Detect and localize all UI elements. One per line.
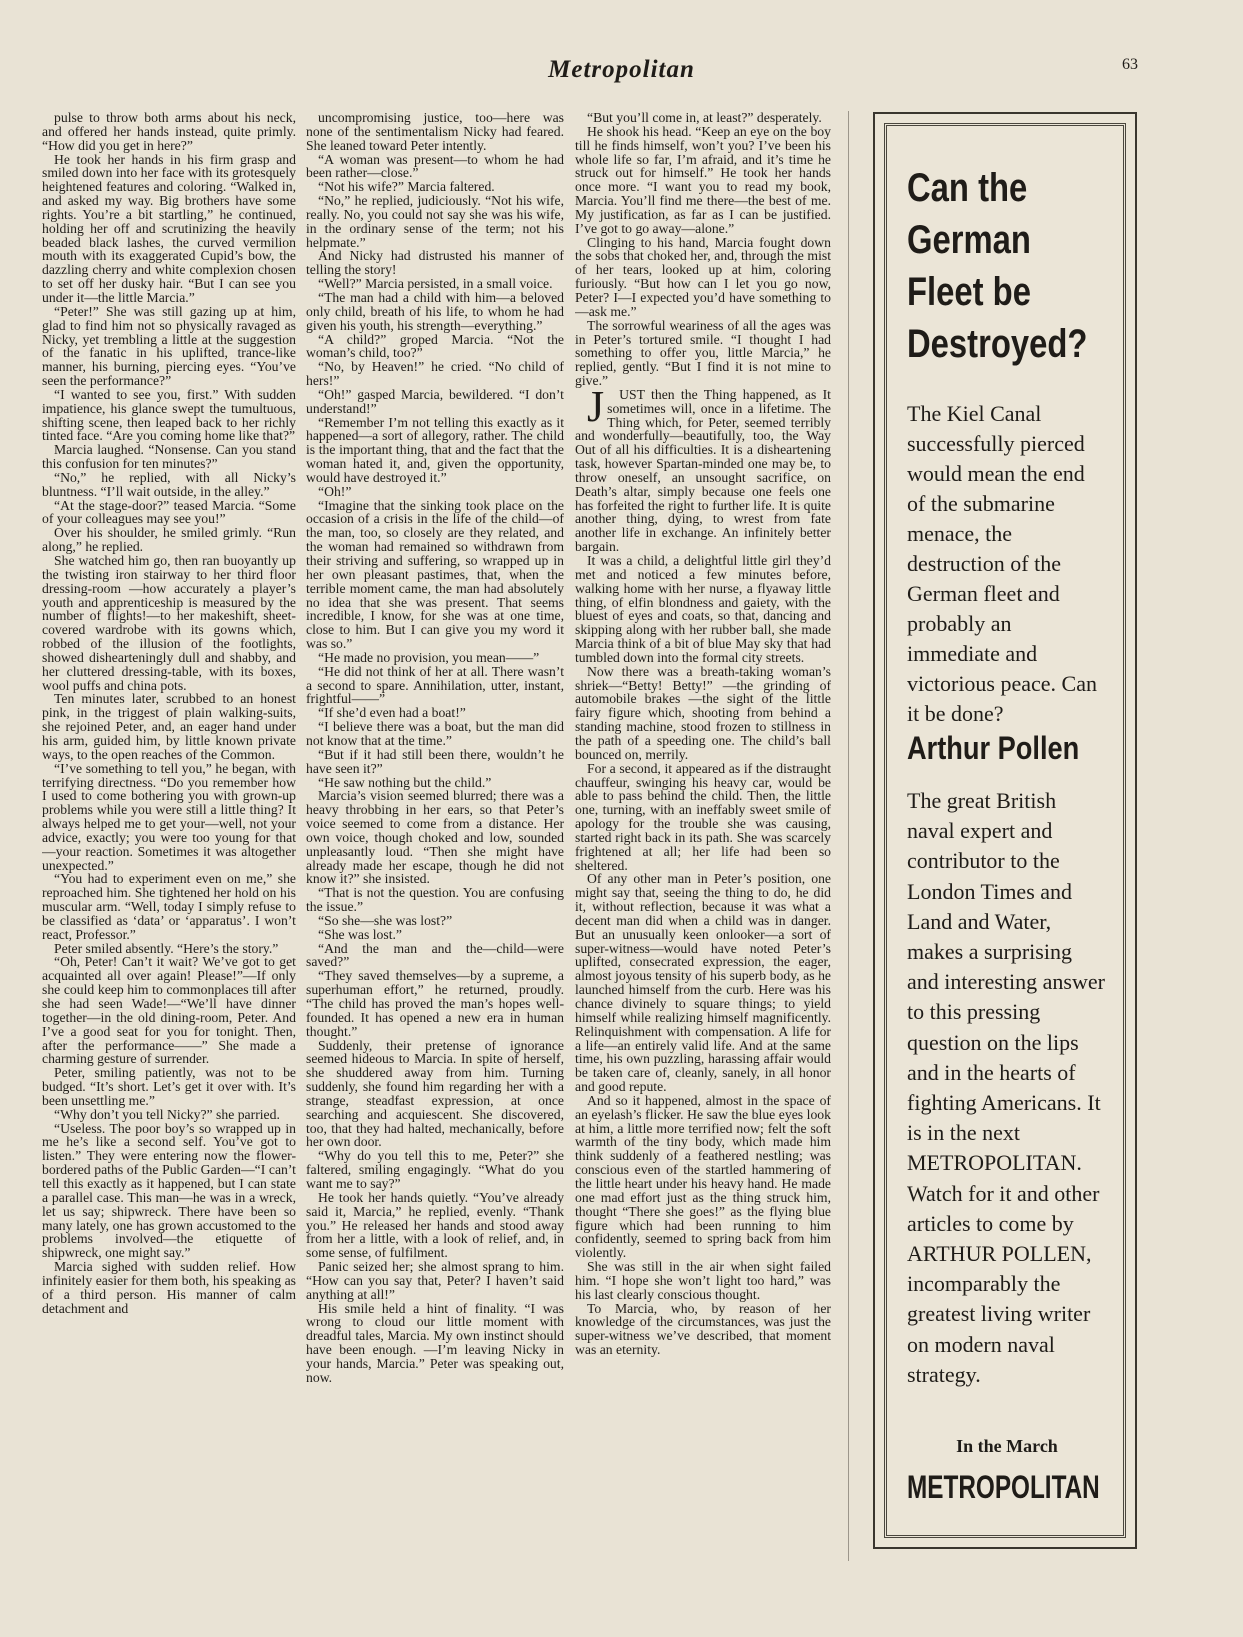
paragraph: Clinging to his hand, Marcia fought down the sobs that choked her, and, through the mist of her tears, looked up at him, coloring furiously. “But how can I let you go now, Peter? I—I expected you’d have something to—ask me.” <box>575 234 831 319</box>
paragraph: He took her hands in his firm grasp and smiled down into her face with its grotesquely heightened features and coloring. “Walked in, and asked my way. Big brothers have some rights. You’re a bit startling,” he continued, holding her off and scrutinizing the heavily beaded black lashes, the curved vermilion mouth with its exaggerated Cupid’s bow, the dazzling cherry and white complexion chosen to set off her dusky hair. “But I can see you under it—the little Marcia.” <box>42 151 296 305</box>
paragraph: “You had to experiment even on me,” she reproached him. She tightened her hold on his muscular arm. “Well, today I simply refuse to be classified as ‘data’ or ‘apparatus’. I won’t react, Professor.” <box>42 871 296 942</box>
paragraph: Panic seized her; she almost sprang to him. “How can you say that, Peter? I haven’t said anything at all!” <box>306 1259 564 1302</box>
paragraph: It was a child, a delightful little girl they’d met and noticed a few minutes before, walking home with her nurse, a flyaway little thing, of elfin blondness and gaiety, with the bluest of eyes and coats, so that, dancing and skipping along with her rubber ball, she made Marcia think of a bit of blue May sky that had tumbled down into the formal city streets. <box>575 553 831 665</box>
paragraph: His smile held a hint of finality. “I was wrong to cloud our little moment with dreadful tales, Marcia. My own instinct should have been enough. —I’m leaving Nicky in your hands, Marcia.” Peter was speaking out, now. <box>306 1300 564 1385</box>
paragraph: “Useless. The poor boy’s so wrapped up in me he’s like a second self. You’ve got to listen.” They were entering now the flower-bordered paths of the Public Garden—“I can’t tell this exactly as it happened, but I can state a parallel case. This man—he was in a wreck, let us say; shipwreck. There have been so many lately, one has grown accustomed to the problems involved—the etiquette of shipwreck, one might say.” <box>42 1120 296 1261</box>
paragraph: Now there was a breath-taking woman’s shriek—“Betty! Betty!” —the grinding of automobile brakes —the sight of the little fairy figure which, shooting from behind a standing machine, stood frozen to stillness in the path of a speeding one. The child’s ball bounced on, merrily. <box>575 663 831 762</box>
paragraph: pulse to throw both arms about his neck, and offered her hands instead, quite primly. “How did you get in here?” <box>42 111 296 153</box>
paragraph: “No,” he replied, judiciously. “Not his wife, really. No, you could not say she was his wife, in the ordinary sense of the term; not his helpmate.” <box>306 193 564 250</box>
article-column-2 <box>306 111 564 1561</box>
paragraph: “And the man and the—child—were saved?” <box>306 940 564 970</box>
paragraph: Peter, smiling patiently, was not to be budged. “It’s short. Let’s get it over with. It’s been unsettling me.” <box>42 1065 296 1108</box>
paragraph: “I wanted to see you, first.” With sudden impatience, his glance swept the tumultuous, shifting scene, then leaped back to her richly tinted face. “Are you coming home like that?” <box>42 386 296 444</box>
paragraph: To Marcia, who, by reason of her knowledge of the circumstances, was just the super-witness we’ve described, that moment was an eternity. <box>575 1300 831 1358</box>
paragraph: “Oh, Peter! Can’t it wait? We’ve got to get acquainted all over again! Please!”—If only she could keep him to commonplaces till after she had seen Wade!—“We’ll have dinner together—in the old dining-room, Peter. And I’ve a good seat for you for tonight. Then, after the performance——” She made a charming gesture of surrender. <box>42 954 296 1067</box>
page-number: 63 <box>1122 56 1138 73</box>
masthead: Metropolitan <box>548 56 695 83</box>
paragraph: uncompromising justice, too—here was none of the sentimentalism Nicky had feared. She leaned toward Peter intently. <box>306 111 564 153</box>
paragraph: “So she—she was lost?” <box>318 912 453 928</box>
ad-headline: Can the German Fleet be Destroyed? <box>907 166 1088 366</box>
paragraph: “But you’ll come in, at least?” desperately. <box>587 111 822 125</box>
paragraph: “Why do you tell this to me, Peter?” she faltered, smiling engagingly. “What do you want me to say?” <box>306 1148 564 1191</box>
paragraph: She watched him go, then ran buoyantly up the twisting iron stairway to her third floor dressing-room —how accurately a player’s youth and apprenticeship is measured by the number of flights!—to her makeshift, sheet-covered wardrobe with its gowns which, robbed of the illusion of the footlights, showed dishearteningly dull and shabby, and her cluttered dressing-table, with its boxes, wool puffs and china pots. <box>42 553 296 693</box>
paragraph: “At the stage-door?” teased Marcia. “Some of your colleagues may see you!” <box>42 497 296 527</box>
paragraph: “I’ve something to tell you,” he began, with terrifying directness. “Do you remember how I used to come bothering you with grown-up problems while you were still a little thing? It always helped me to get your—well, not your advice, exactly; you were too young for that—your reaction. Sometimes it was altogether unexpected.” <box>42 760 296 873</box>
paragraph: He took her hands quietly. “You’ve already said it, Marcia,” he replied, evenly. “Thank you.” He released her hands and stood away from her a little, with a look of relief, and, in some sense, of fulfilment. <box>306 1189 564 1261</box>
paragraph: “Not his wife?” Marcia faltered. <box>318 179 495 195</box>
article-column-1 <box>42 111 296 1561</box>
paragraph: Of any other man in Peter’s position, one might say that, seeing the thing to do, he did it, without reflection, because it was what a decent man did when a child was in danger. But an unusually keen onlooker—a sort of super-witness—would have noted Peter’s uplifted, consecrated expression, the eager, almost joyous tensity of his superb body, as he launched himself from the curb. Here was his chance divinely to square things; to yield himself while realizing himself magnificently. Relinquishment with compensation. A life for a life—an entirely valid life. And at the same time, his own puzzling, harassing affair would be taken care of, cleanly, sanely, in all honor and good repute. <box>575 871 831 1095</box>
paragraph: “He made no provision, you mean——” <box>318 649 540 665</box>
paragraph: “They saved themselves—by a supreme, a superhuman effort,” he returned, proudly. “The child has proved the man’s hopes well-founded. It has opened a new era in human thought.” <box>306 968 564 1039</box>
paragraph: Marcia sighed with sudden relief. How infinitely easier for them both, his speaking as of a third person. His manner of calm detachment and <box>42 1259 296 1316</box>
paragraph: “No,” he replied, with all Nicky’s bluntness. “I’ll wait outside, in the alley.” <box>42 469 296 499</box>
paragraph: “That is not the question. You are confusing the issue.” <box>306 885 564 915</box>
paragraph: “Oh!” gasped Marcia, bewildered. “I don’t understand!” <box>306 386 564 416</box>
paragraph: He shook his head. “Keep an eye on the boy till he finds himself, won’t you? I’ve been his whole life so far, I’m afraid, and it’s time he struck out for himself.” He took her hands once more. “I want you to read my book, Marcia. You’ll find me there—the best of me. My justification, as far as I can be justified. I’ve got to go away—alone.” <box>575 123 831 236</box>
paragraph: “I believe there was a boat, but the man did not know that at the time.” <box>306 719 564 748</box>
paragraph: “A woman was present—to whom he had been rather—close.” <box>306 151 564 181</box>
paragraph: Marcia’s vision seemed blurred; there was a heavy throbbing in her ears, so that Peter’s voice seemed to come from a distance. Her own voice, though choked and low, sounded unpleasantly loud. “Then she might have already made her escape, though he did not know it?” she insisted. <box>306 788 564 887</box>
paragraph: For a second, it appeared as if the distraught chauffeur, swinging his heavy car, would be able to pass behind the child. Then, the little one, turning, with an ineffably sweet smile of apology for the trouble she was causing, started right back in its path. She was scarcely frightened at all; her life had been so sheltered. <box>575 760 831 873</box>
paragraph: Suddenly, their pretense of ignorance seemed hideous to Marcia. In spite of herself, she shuddered away from him. Turning suddenly, she found him regarding her with a strange, steadfast expression, at once searching and acquiescent. She discovered, too, that they had halted, mechanically, before her own door. <box>306 1037 564 1150</box>
paragraph: “But if it had still been there, wouldn’t he have seen it?” <box>306 746 564 776</box>
paragraph: “He did not think of her at all. There wasn’t a second to spare. Annihilation, utter, instant, frightful——” <box>306 663 564 707</box>
paragraph: “Remember I’m not telling this exactly as it happened—a sort of allegory, rather. The child is the important thing, that and the fact that the woman hated it, and, given the opportunity, would have destroyed it.” <box>306 414 564 485</box>
ad-author-name: Arthur Pollen <box>907 730 1080 766</box>
paragraph: And Nicky had distrusted his manner of telling the story! <box>306 248 564 278</box>
ad-issue-line: In the March <box>956 1436 1058 1456</box>
paragraph: JUST then the Thing happened, as It sometimes will, once in a lifetime. The Thing which, for Peter, seemed terribly and wonderfully—beautifully, too, the Way Out of all his difficulties. It is a disheartening task, however Spartan-minded one may be, to throw oneself, an unsought sacrifice, on Death’s altar, simply because one feels one has forfeited the right to further life. It is quite another thing, dying, to wrest from fate another life in exchange. An infinitely better bargain. <box>575 381 831 555</box>
paragraph: “A child?” groped Marcia. “Not the woman’s child, too?” <box>306 331 564 361</box>
paragraph: “If she’d even had a boat!” <box>318 705 466 721</box>
paragraph: “Peter!” She was still gazing up at him, glad to find him not so physically ravaged as Nicky, yet trembling a little at the suggestion of the fanatic in his uplifted, trance-like manner, his burning, piercing eyes. “You’ve seen the performance?” <box>42 303 296 389</box>
paragraph: Ten minutes later, scrubbed to an honest pink, in the triggest of plain walking-suits, she rejoined Peter, and, an eager hand under his arm, guided him, by little known private ways, to the open reaches of the Common. <box>42 691 296 762</box>
paragraph: “Imagine that the sinking took place on the occasion of a crisis in the life of the child—of the man, too, so closely are they related, and the woman had remained so withdrawn from their striving and suffering, so wrapped up in her own pleasant pastimes, that, when the terrible moment came, the man had absolutely no idea that she was present. That seems incredible, I know, for she was at one time, close to him. But I can give you my word it was so.” <box>306 497 564 652</box>
paragraph: Peter smiled absently. “Here’s the story.” <box>54 940 279 956</box>
ad-magazine-name: METROPOLITAN <box>907 1469 1100 1505</box>
paragraph: And so it happened, almost in the space of an eyelash’s flicker. He saw the blue eyes look at him, a little more terrified now; felt the soft warmth of the tiny body, which made him think suddenly of a feathered nestling; was conscious even of the startled hammering of the little heart under his heavy hand. He made one mad effort just as the thing struck him, thought “There she goes!” as the flying blue figure which had been running to him confidently, seemed to spring back from him violently. <box>575 1092 831 1261</box>
advertisement-box <box>873 112 1137 1549</box>
paragraph: “No, by Heaven!” he cried. “No child of hers!” <box>306 359 564 389</box>
paragraph: She was still in the air when sight failed him. “I hope she won’t light too hard,” was his last clearly conscious thought. <box>575 1259 831 1302</box>
paragraph: “She was lost.” <box>318 926 403 942</box>
paragraph: Marcia laughed. “Nonsense. Can you stand this confusion for ten minutes?” <box>42 442 296 472</box>
paragraph: “Why don’t you tell Nicky?” she parried. <box>54 1106 280 1122</box>
ad-author-description: The great British naval expert and contributor to the London Times and Land and Water, makes a surprising and interesting answer to this pressing question on the lips and in the hearts of fighting Americans. It is in the next METROPOLITAN. Watch for it and other articles to come by ARTHUR POLLEN, incomparably the greatest living writer on modern naval strategy. <box>907 788 1105 1387</box>
article-column-3 <box>575 111 831 1561</box>
column-divider <box>848 111 849 1561</box>
paragraph: “Oh!” <box>318 483 352 499</box>
paragraph: Over his shoulder, he smiled grimly. “Run along,” he replied. <box>42 525 296 555</box>
paragraph: “Well?” Marcia persisted, in a small voice. <box>318 276 553 292</box>
paragraph: The sorrowful weariness of all the ages was in Peter’s tortured smile. “I thought I had something to offer you, little Marcia,” he replied, gently. “But I find it is not mine to give.” <box>575 317 831 389</box>
ad-body-text: The Kiel Canal successfully pierced would mean the end of the submarine menace, the destruction of the German fleet and probably an immediate and victorious peace. Can it be done? <box>907 401 1097 726</box>
paragraph: “The man had a child with him—a beloved only child, breath of his life, to whom he had given his youth, his strength—everything.” <box>306 289 564 333</box>
paragraph: “He saw nothing but the child.” <box>318 774 492 790</box>
